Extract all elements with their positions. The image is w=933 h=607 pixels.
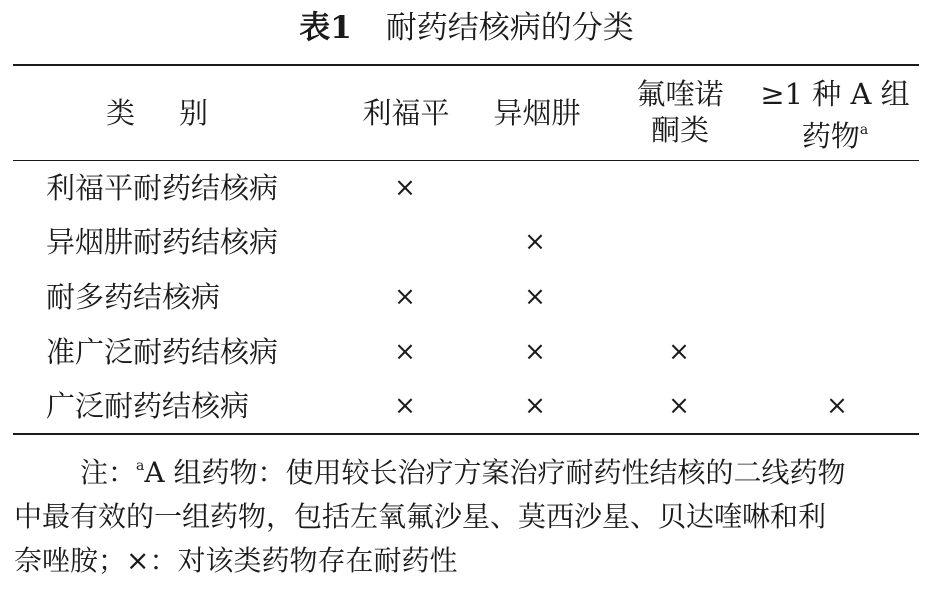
header-isoniazid-label: 异烟肼 — [493, 96, 581, 130]
footnote-line-2: 中最有效的一组药物，包括左氧氟沙星、莫西沙星、贝达喹啉和利 — [14, 500, 827, 533]
header-group-a-footnote-mark: a — [859, 122, 869, 138]
header-category: 类别 — [105, 96, 252, 130]
table-row — [0, 379, 933, 433]
table-row — [0, 215, 933, 269]
row-name: 异烟肼耐药结核病 — [46, 225, 279, 259]
cell-mark: × — [394, 337, 416, 367]
row-name: 广泛耐药结核病 — [46, 389, 250, 423]
header-rifampicin — [350, 95, 462, 131]
table-title — [0, 8, 933, 48]
cell-mark: × — [668, 337, 690, 367]
table-label: 表1 — [299, 10, 352, 46]
cell-mark: × — [524, 282, 546, 312]
row-name: 准广泛耐药结核病 — [46, 335, 279, 369]
footnote-mark: a — [136, 458, 145, 474]
header-isoniazid — [478, 95, 596, 131]
cell-mark: × — [394, 282, 416, 312]
table-row — [0, 270, 933, 324]
header-group-a-line2-text: 药物 — [801, 119, 860, 153]
bottom-rule — [13, 433, 919, 435]
header-rifampicin-label: 利福平 — [362, 96, 450, 130]
table-title-text: 耐药结核病的分类 — [385, 10, 634, 46]
footnote-line-1 — [14, 444, 922, 495]
row-name: 耐多药结核病 — [46, 280, 221, 314]
cell-mark: × — [394, 173, 416, 203]
top-rule — [13, 64, 919, 66]
header-group-a-line2 — [752, 112, 918, 154]
header-group-a — [752, 76, 918, 154]
footnote-prefix: 注： — [80, 456, 137, 489]
cell-mark: × — [524, 227, 546, 257]
footnote-text-1: A 组药物：使用较长治疗方案治疗耐药性结核的二线药物 — [144, 456, 846, 489]
header-fluoroquinolones-line2: 酮类 — [650, 113, 709, 147]
cell-mark: × — [826, 391, 848, 421]
header-fluoroquinolones — [616, 76, 744, 148]
header-fluoroquinolones-line1: 氟喹诺 — [636, 77, 724, 111]
cell-mark: × — [668, 391, 690, 421]
row-name: 利福平耐药结核病 — [46, 171, 279, 205]
cell-mark: × — [394, 391, 416, 421]
cell-mark: × — [524, 337, 546, 367]
footnote-line-3: 奈唑胺；×：对该类药物存在耐药性 — [14, 544, 458, 577]
table-footnote — [14, 444, 922, 583]
table-row — [0, 161, 933, 215]
table-row — [0, 325, 933, 379]
cell-mark: × — [524, 391, 546, 421]
header-group-a-line1: ≥1 种 A 组 — [760, 77, 910, 111]
